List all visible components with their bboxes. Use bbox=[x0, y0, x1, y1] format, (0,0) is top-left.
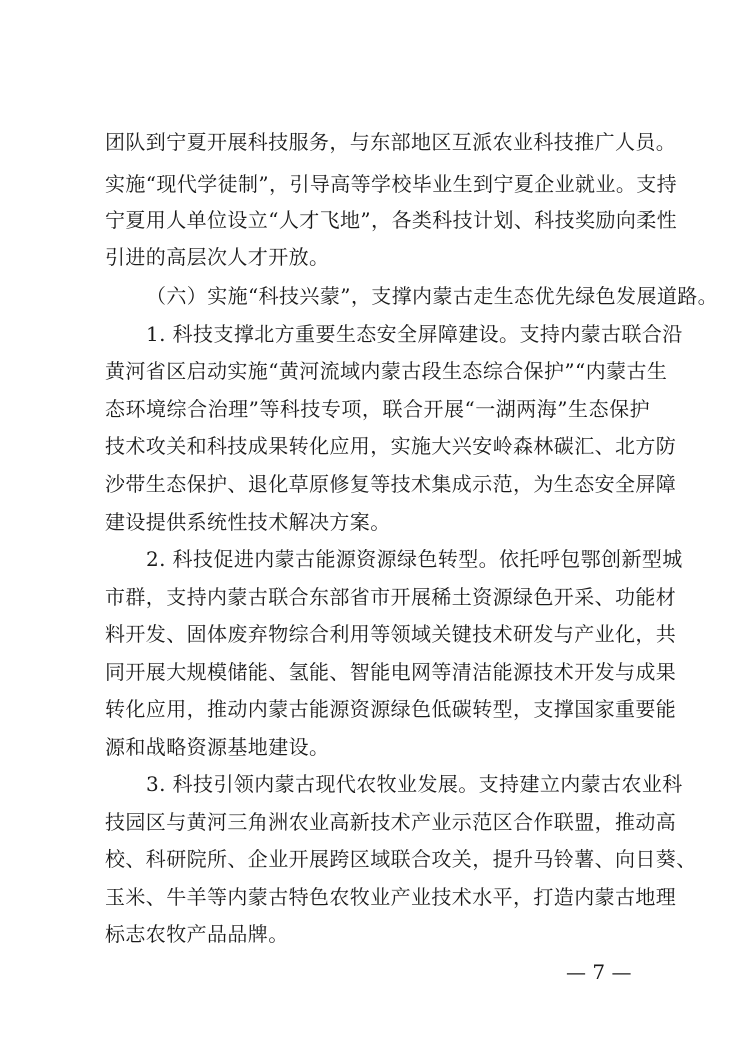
section-heading: （六）实施“科技兴蒙”，支撑内蒙古走生态优先绿色发展道路。 bbox=[146, 284, 719, 308]
text-line: 沙带生态保护、退化草原修复等技术集成示范，为生态安全屏障 bbox=[105, 472, 677, 496]
text-line: 引进的高层次人才开放。 bbox=[105, 245, 330, 269]
text-line: 源和战略资源基地建设。 bbox=[105, 735, 330, 759]
text-line: 标志农牧产品品牌。 bbox=[105, 922, 289, 946]
text-line: 建设提供系统性技术解决方案。 bbox=[105, 510, 391, 534]
text-line: 2. 科技促进内蒙古能源资源绿色转型。依托呼包鄂创新型城 bbox=[146, 547, 683, 571]
text-line: 校、科研院所、企业开展跨区域联合攻关，提升马铃薯、向日葵、 bbox=[105, 847, 697, 871]
text-line: 态环境综合治理”等科技专项，联合开展“一湖两海”生态保护 bbox=[105, 397, 650, 421]
text-line: 转化应用，推动内蒙古能源资源绿色低碳转型，支撑国家重要能 bbox=[105, 697, 677, 721]
text-line: 3. 科技引领内蒙古现代农牧业发展。支持建立内蒙古农业科 bbox=[146, 772, 683, 796]
text-line: 市群，支持内蒙古联合东部省市开展稀土资源绿色开采、功能材 bbox=[105, 585, 677, 609]
text-line: 技术攻关和科技成果转化应用，实施大兴安岭森林碳汇、北方防 bbox=[105, 434, 677, 458]
text-line: 同开展大规模储能、氢能、智能电网等清洁能源技术开发与成果 bbox=[105, 660, 677, 684]
text-line: 实施“现代学徒制”，引导高等学校毕业生到宁夏企业就业。支持 bbox=[105, 172, 678, 196]
text-line: 玉米、牛羊等内蒙古特色农牧业产业技术水平，打造内蒙古地理 bbox=[105, 885, 677, 909]
text-line: 技园区与黄河三角洲农业高新技术产业示范区合作联盟，推动高 bbox=[105, 810, 677, 834]
text-line: 1. 科技支撑北方重要生态安全屏障建设。支持内蒙古联合沿 bbox=[146, 322, 683, 346]
text-line: 宁夏用人单位设立“人才飞地”，各类科技计划、科技奖励向柔性 bbox=[105, 208, 678, 232]
text-line: 团队到宁夏开展科技服务，与东部地区互派农业科技推广人员。 bbox=[105, 130, 677, 154]
text-line: 料开发、固体废弃物综合利用等领域关键技术研发与产业化，共 bbox=[105, 622, 677, 646]
text-line: 黄河省区启动实施“黄河流域内蒙古段生态综合保护”“内蒙古生 bbox=[105, 359, 668, 383]
page-number: — 7 — bbox=[566, 960, 632, 984]
